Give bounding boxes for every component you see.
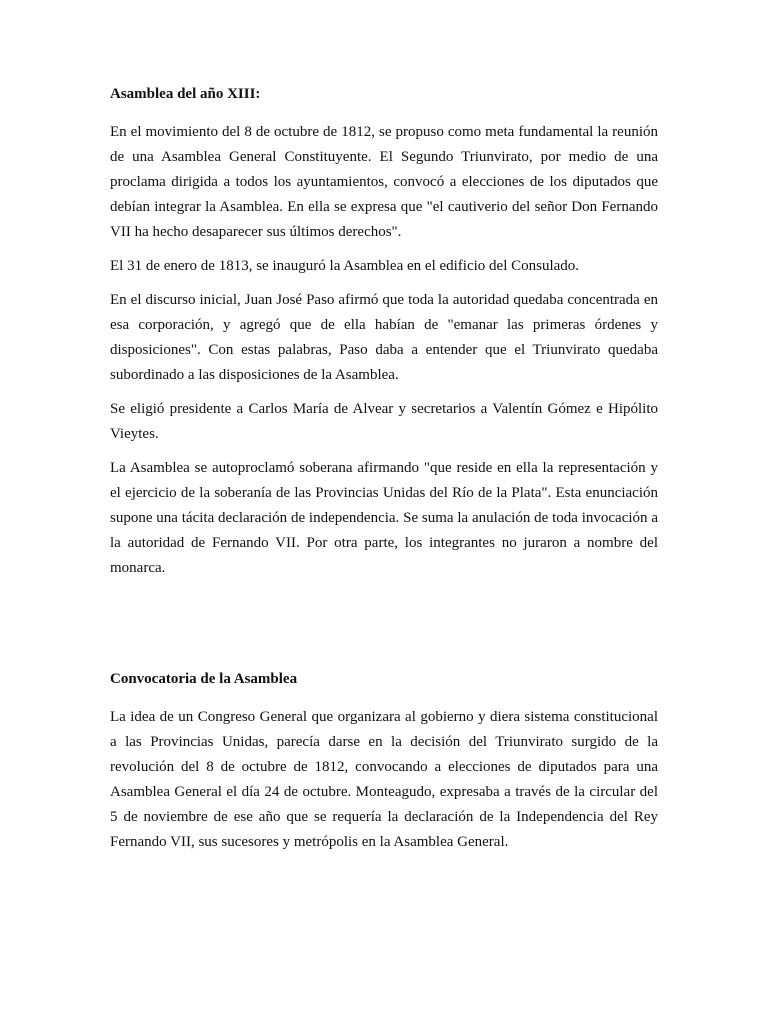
paragraph: En el discurso inicial, Juan José Paso afirmó que toda la autoridad quedaba concentrada en esa corporación, y agregó que de ella habían de "emanar las primeras órdenes y disposiciones". Con estas palabras, Paso daba a entender que el Triunvirato quedaba subordinado a las disposiciones de la Asamblea. [110, 292, 658, 383]
paragraph: La idea de un Congreso General que organizara al gobierno y diera sistema constitucional a las Provincias Unidas, parecía darse en la decisión del Triunvirato surgido de la revolución del 8 de octubre de 1812, convocando a elecciones de diputados para una Asamblea General el día 24 de octubre. Monteagudo, expresaba a través de la circular del 5 de noviembre de ese año que se requería la declaración de la Independencia del Rey Fernando VII, sus sucesores y metrópolis en la Asamblea General. [110, 709, 658, 850]
section-spacer [110, 590, 658, 667]
section-title: Convocatoria de la Asamblea [110, 671, 298, 687]
paragraph: El 31 de enero de 1813, se inauguró la Asamblea en el edificio del Consulado. [110, 258, 580, 274]
paragraph: Se eligió presidente a Carlos María de Alvear y secretarios a Valentín Gómez e Hipólito Vieytes. [110, 401, 658, 442]
paragraph: En el movimiento del 8 de octubre de 1812, se propuso como meta fundamental la reunión de una Asamblea General Constituyente. El Segundo Triunvirato, por medio de una proclama dirigida a todos los ayuntamientos, convocó a elecciones de los diputados que debían integrar la Asamblea. En ella se expresa que "el cautiverio del señor Don Fernando VII ha hecho desaparecer sus últimos derechos". [110, 124, 658, 240]
section-asamblea [110, 82, 658, 581]
section-title: Asamblea del año XIII: [110, 86, 261, 102]
document-page [110, 82, 658, 864]
paragraph: La Asamblea se autoproclamó soberana afirmando "que reside en ella la representación y el ejercicio de la soberanía de las Provincias Unidas del Río de la Plata". Esta enunciación supone una tácita declaración de independencia. Se suma la anulación de toda invocación a la autoridad de Fernando VII. Por otra parte, los integrantes no juraron a nombre del monarca. [110, 460, 658, 576]
section-convocatoria [110, 667, 658, 855]
